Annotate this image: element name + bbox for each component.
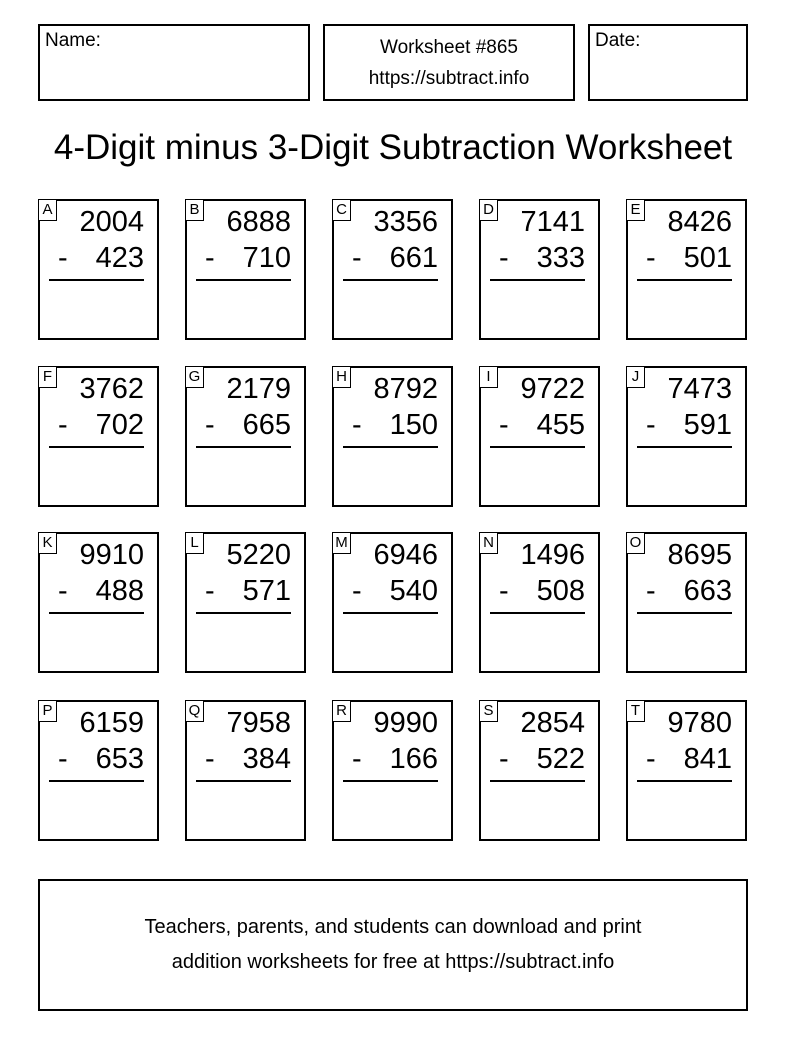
problem-subtrahend: 540	[389, 575, 438, 607]
problem-letter: A	[38, 199, 57, 221]
name-label: Name:	[45, 30, 101, 51]
minus-sign: -	[58, 575, 68, 607]
answer-rule	[490, 279, 585, 281]
problem-letter: R	[332, 700, 351, 722]
date-label: Date:	[595, 30, 641, 51]
problem-card-t	[626, 700, 747, 841]
answer-rule	[196, 780, 291, 782]
problem-minuend: 9910	[79, 539, 144, 571]
problem-minuend: 6946	[373, 539, 438, 571]
answer-rule	[49, 612, 144, 614]
problem-letter: L	[185, 532, 204, 554]
problem-minuend: 9722	[520, 373, 585, 405]
problem-subtrahend: 710	[242, 242, 291, 274]
problem-minuend: 3762	[79, 373, 144, 405]
worksheet-number: Worksheet #865	[379, 37, 518, 58]
page-title: 4-Digit minus 3-Digit Subtraction Worksheet	[53, 128, 733, 167]
problem-subtrahend: 665	[242, 409, 291, 441]
minus-sign: -	[499, 242, 509, 274]
answer-rule	[637, 780, 732, 782]
problem-letter: Q	[185, 700, 204, 722]
problem-card-g	[185, 366, 306, 507]
minus-sign: -	[58, 409, 68, 441]
problem-minuend: 7958	[226, 707, 291, 739]
problem-letter: N	[479, 532, 498, 554]
problem-minuend: 5220	[226, 539, 291, 571]
problem-subtrahend: 150	[389, 409, 438, 441]
minus-sign: -	[205, 575, 215, 607]
problem-letter: M	[332, 532, 351, 554]
problem-card-o	[626, 532, 747, 673]
minus-sign: -	[58, 743, 68, 775]
problem-card-c	[332, 199, 453, 340]
minus-sign: -	[352, 575, 362, 607]
answer-rule	[343, 279, 438, 281]
problem-card-a	[38, 199, 159, 340]
minus-sign: -	[352, 743, 362, 775]
minus-sign: -	[499, 743, 509, 775]
problem-card-e	[626, 199, 747, 340]
minus-sign: -	[646, 409, 656, 441]
problem-letter: S	[479, 700, 498, 722]
answer-rule	[343, 780, 438, 782]
problem-subtrahend: 702	[95, 409, 144, 441]
problem-letter: B	[185, 199, 204, 221]
problem-letter: T	[626, 700, 645, 722]
problem-card-q	[185, 700, 306, 841]
answer-rule	[637, 279, 732, 281]
answer-rule	[490, 780, 585, 782]
problem-minuend: 7473	[667, 373, 732, 405]
problem-subtrahend: 663	[683, 575, 732, 607]
answer-rule	[196, 446, 291, 448]
problem-card-r	[332, 700, 453, 841]
answer-rule	[343, 612, 438, 614]
problem-letter: F	[38, 366, 57, 388]
problem-minuend: 6159	[79, 707, 144, 739]
problem-letter: H	[332, 366, 351, 388]
problem-subtrahend: 501	[683, 242, 732, 274]
minus-sign: -	[646, 575, 656, 607]
minus-sign: -	[205, 242, 215, 274]
answer-rule	[490, 612, 585, 614]
problem-card-p	[38, 700, 159, 841]
problem-letter: O	[626, 532, 645, 554]
worksheet-url: https://subtract.info	[368, 68, 530, 89]
minus-sign: -	[205, 743, 215, 775]
answer-rule	[637, 446, 732, 448]
problem-minuend: 2004	[79, 206, 144, 238]
problem-minuend: 9780	[667, 707, 732, 739]
problem-subtrahend: 591	[683, 409, 732, 441]
problem-minuend: 8426	[667, 206, 732, 238]
answer-rule	[196, 279, 291, 281]
problem-card-s	[479, 700, 600, 841]
answer-rule	[637, 612, 732, 614]
problem-card-m	[332, 532, 453, 673]
minus-sign: -	[499, 409, 509, 441]
problem-subtrahend: 455	[536, 409, 585, 441]
problem-minuend: 3356	[373, 206, 438, 238]
problem-card-i	[479, 366, 600, 507]
problem-card-b	[185, 199, 306, 340]
problem-subtrahend: 423	[95, 242, 144, 274]
problem-minuend: 8695	[667, 539, 732, 571]
footer-line-1: Teachers, parents, and students can download and print	[144, 916, 642, 938]
problem-letter: I	[479, 366, 498, 388]
minus-sign: -	[58, 242, 68, 274]
answer-rule	[490, 446, 585, 448]
problem-subtrahend: 508	[536, 575, 585, 607]
problem-letter: J	[626, 366, 645, 388]
problem-subtrahend: 384	[242, 743, 291, 775]
problem-letter: G	[185, 366, 204, 388]
minus-sign: -	[352, 242, 362, 274]
answer-rule	[343, 446, 438, 448]
problem-minuend: 6888	[226, 206, 291, 238]
minus-sign: -	[646, 743, 656, 775]
footer-line-2: addition worksheets for free at https://subtract.info	[171, 951, 615, 973]
problem-letter: E	[626, 199, 645, 221]
problem-card-d	[479, 199, 600, 340]
problem-minuend: 8792	[373, 373, 438, 405]
problem-card-f	[38, 366, 159, 507]
problem-letter: C	[332, 199, 351, 221]
answer-rule	[49, 279, 144, 281]
problem-subtrahend: 653	[95, 743, 144, 775]
answer-rule	[49, 780, 144, 782]
minus-sign: -	[352, 409, 362, 441]
problem-subtrahend: 661	[389, 242, 438, 274]
problem-card-k	[38, 532, 159, 673]
problem-subtrahend: 522	[536, 743, 585, 775]
problem-letter: K	[38, 532, 57, 554]
minus-sign: -	[499, 575, 509, 607]
minus-sign: -	[205, 409, 215, 441]
problem-minuend: 7141	[520, 206, 585, 238]
minus-sign: -	[646, 242, 656, 274]
problem-minuend: 2854	[520, 707, 585, 739]
problem-card-n	[479, 532, 600, 673]
problem-letter: P	[38, 700, 57, 722]
answer-rule	[49, 446, 144, 448]
answer-rule	[196, 612, 291, 614]
problem-minuend: 9990	[373, 707, 438, 739]
problem-card-l	[185, 532, 306, 673]
problem-subtrahend: 841	[683, 743, 732, 775]
problem-minuend: 1496	[520, 539, 585, 571]
problem-letter: D	[479, 199, 498, 221]
problem-card-h	[332, 366, 453, 507]
problem-subtrahend: 333	[536, 242, 585, 274]
problem-card-j	[626, 366, 747, 507]
problem-subtrahend: 571	[242, 575, 291, 607]
problem-minuend: 2179	[226, 373, 291, 405]
problem-subtrahend: 166	[389, 743, 438, 775]
footer-box	[38, 879, 748, 1011]
problem-subtrahend: 488	[95, 575, 144, 607]
